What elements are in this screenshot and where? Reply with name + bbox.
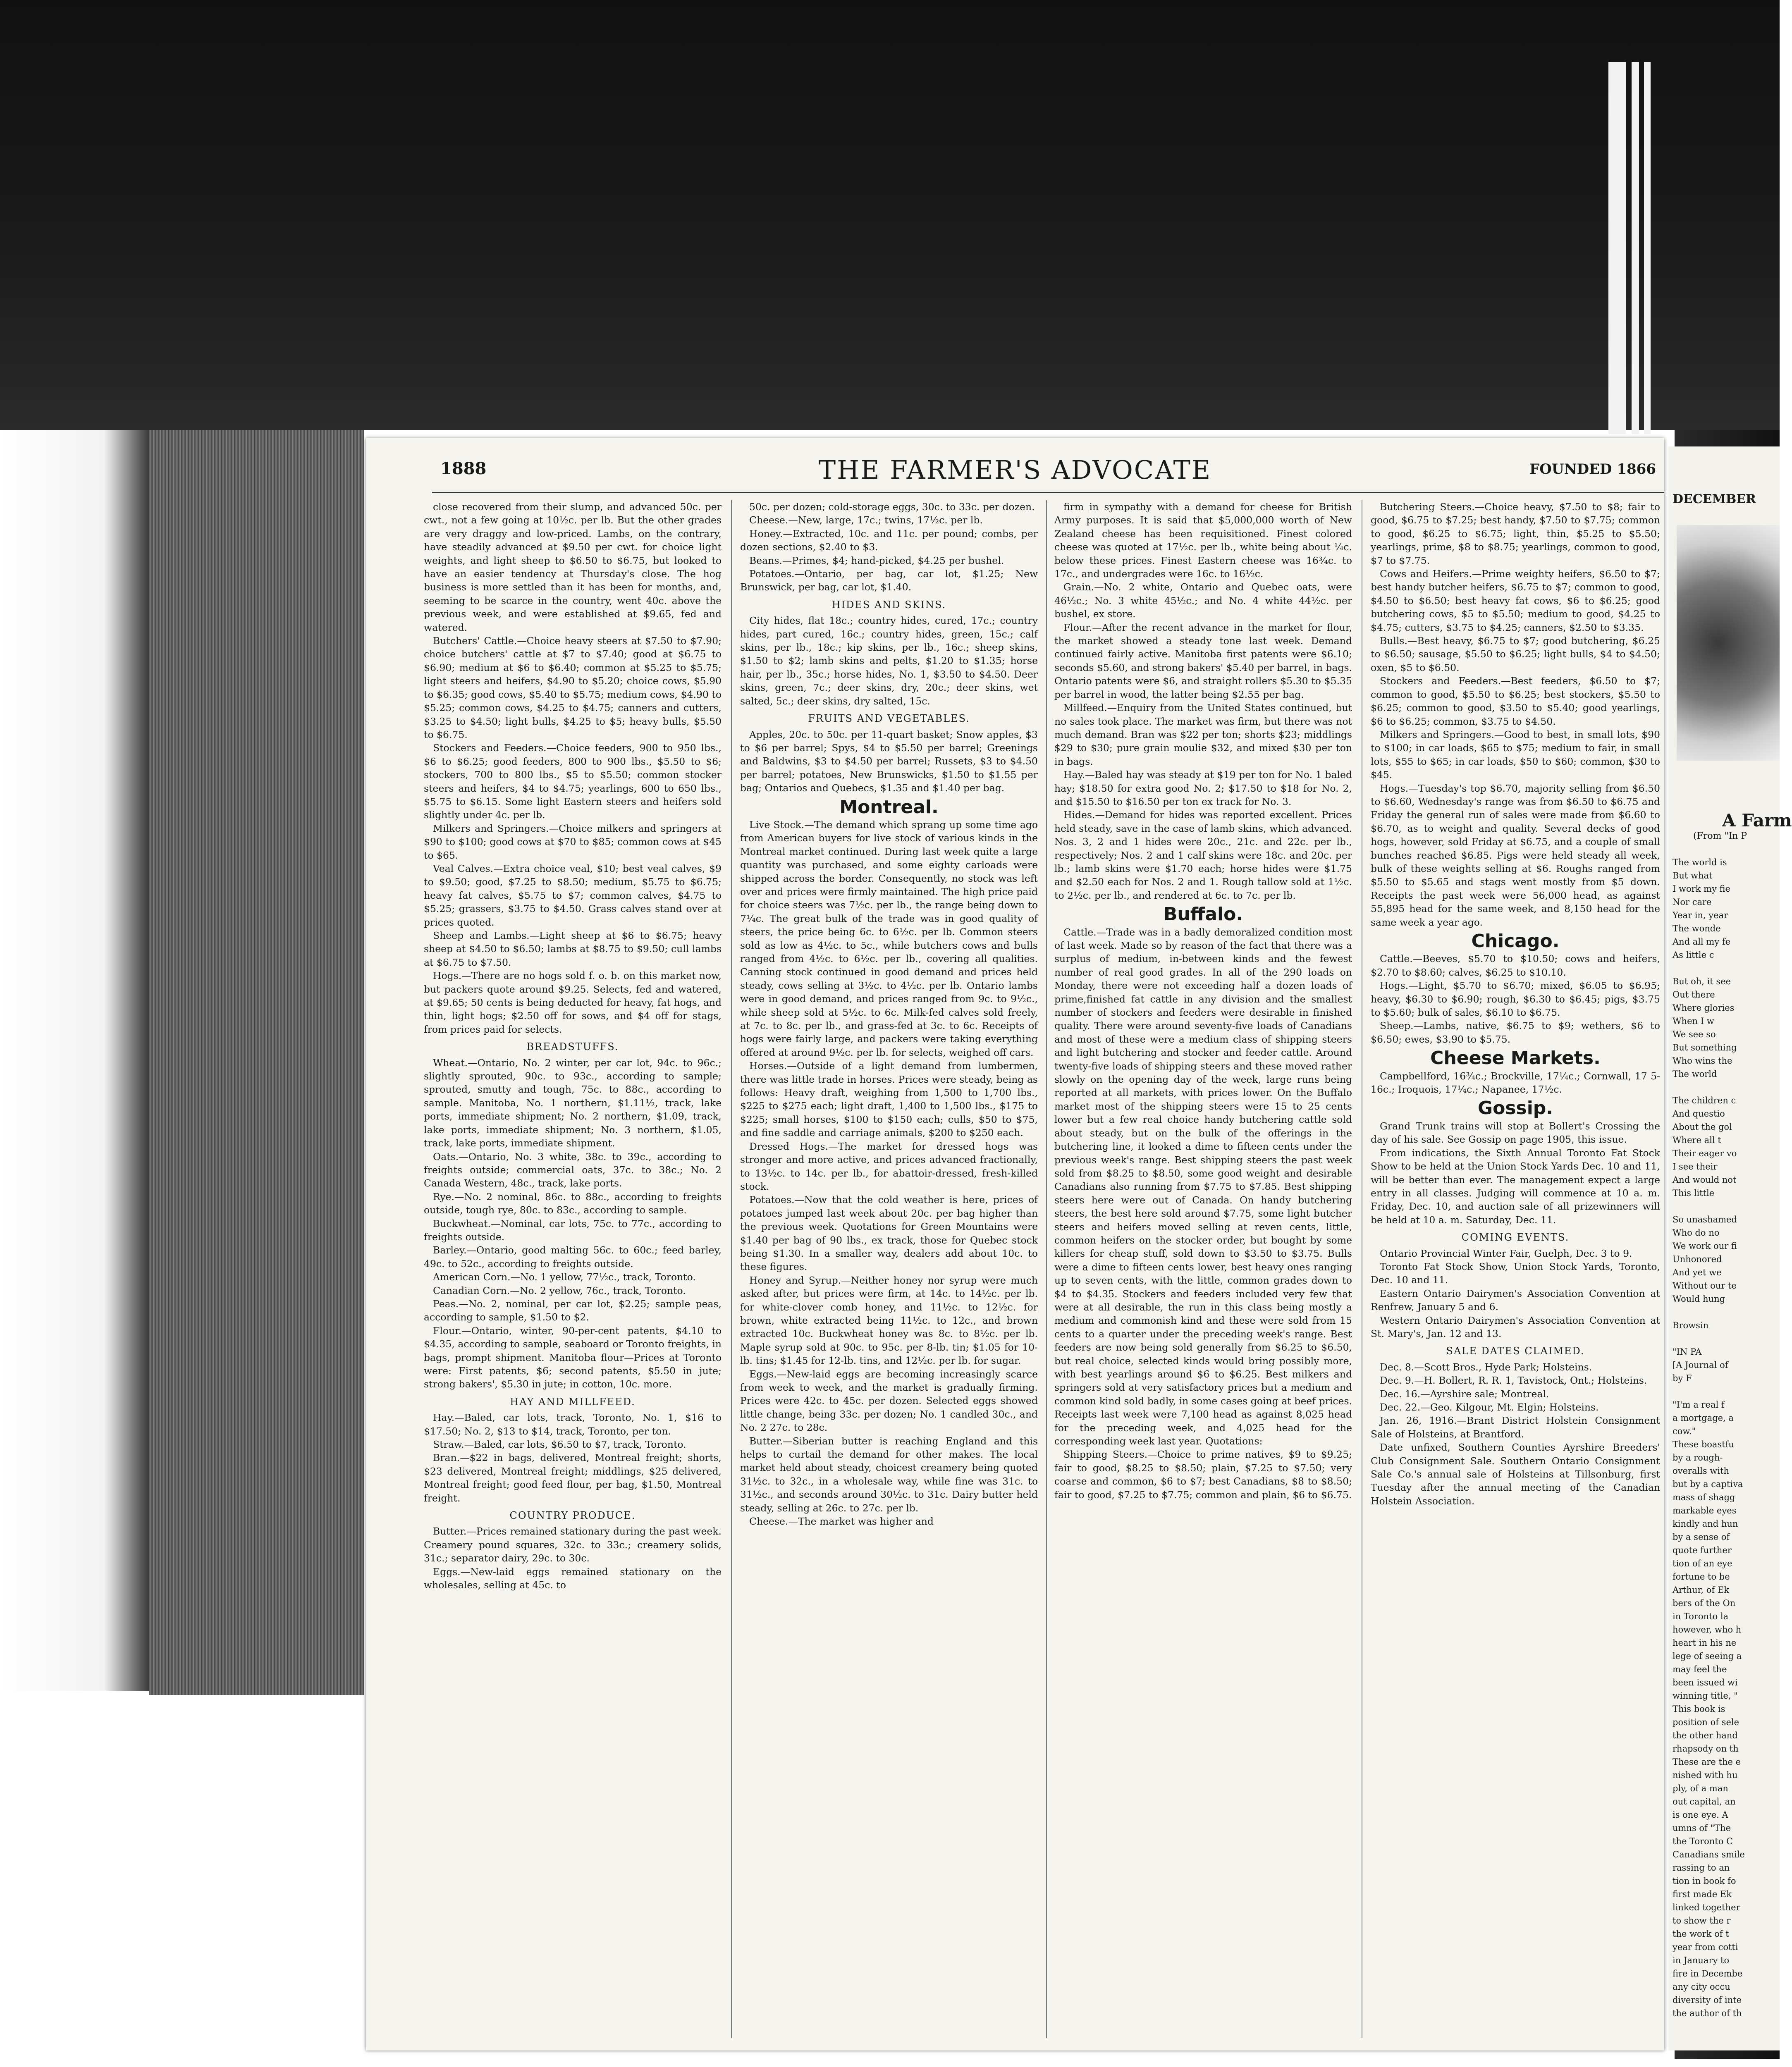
adjacent-text-line: fortune to be xyxy=(1673,1572,1730,1582)
scanner-light-bars xyxy=(1608,62,1666,434)
subsection-heading: BREADSTUFFS. xyxy=(526,1041,619,1053)
adjacent-text-line: But something xyxy=(1673,1043,1737,1053)
section-heading: Montreal. xyxy=(839,796,939,818)
adjacent-text-line: diversity of inte xyxy=(1673,1995,1742,2005)
market-paragraph: Bulls.—Best heavy, $6.75 to $7; good butchering, $6.25 to $6.50; sausage, $5.50 to $6.25; light bulls, $4 to $4.50; oxen, $5 to $6.50. xyxy=(1371,635,1660,673)
market-paragraph: Dec. 8.—Scott Bros., Hyde Park; Holsteins. xyxy=(1380,1361,1592,1373)
column-2 xyxy=(740,500,1038,2038)
market-paragraph: Barley.—Ontario, good malting 56c. to 60c.; feed barley, 49c. to 52c., according to freights outside. xyxy=(424,1244,722,1270)
market-paragraph: Shipping Steers.—Choice to prime natives, $9 to $9.25; fair to good, $8.25 to $8.50; plain, $7.25 to $7.50; very coarse and common, $6 to $7; best Canadians, $8 to $8.50; fair to good, $7.25 to $7.75; common and plain, $6 to $6.75. xyxy=(1054,1449,1352,1501)
adjacent-text-line: The world is xyxy=(1673,857,1727,867)
market-paragraph: Stockers and Feeders.—Choice feeders, 900 to 950 lbs., $6 to $6.25; good feeders, 800 to 900 lbs., $5.50 to $6; stockers, 700 to 800 lbs., $5 to $5.50; common stocker steers and heifers, $4 to $4.75; yearlings, 600 to 650 lbs., $5.75 to $6.15. Some light Eastern steers and heifers sold slightly under 4c. per lb. xyxy=(424,742,722,821)
market-paragraph: firm in sympathy with a demand for cheese for British Army purposes. It is said that $5,000,000 worth of New Zealand cheese has been requisitioned. Finest colored cheese was quoted at 17½c. per lb., white being about ¼c. below these prices. Finest Eastern cheese was 16¾c. to 17c., and undergrades were 16c. to 16½c. xyxy=(1054,501,1352,580)
market-paragraph: Millfeed.—Enquiry from the United States continued, but no sales took place. The market was firm, but there was not much demand. Bran was $22 per ton; shorts $23; middlings $29 to $30; pure grain moulie $32, and mixed $30 per ton in bags. xyxy=(1054,702,1352,767)
market-paragraph: Eggs.—New-laid eggs are becoming increasingly scarce from week to week, and the market is gradually firming. Prices were 42c. to 45c. per dozen. Selected eggs showed little change, being 33c. per dozen; No. 1 candled 30c., and No. 2 27c. to 28c. xyxy=(740,1368,1038,1434)
adjacent-text-line: rhapsody on th xyxy=(1673,1744,1739,1754)
market-paragraph: Veal Calves.—Extra choice veal, $10; best veal calves, $9 to $9.50; good, $7.25 to $8.50; medium, $5.75 to $6.75; heavy fat calves, $5.75 to $7; common calves, $4.75 to $5.25; grassers, $3.75 to $4.50. Grass calves stand over at prices quoted. xyxy=(424,862,722,928)
section-heading: Chicago. xyxy=(1471,931,1560,952)
adjacent-text-line: And all my fe xyxy=(1673,937,1731,947)
market-paragraph: Cheese.—New, large, 17c.; twins, 17½c. per lb. xyxy=(749,514,983,526)
market-paragraph: Grand Trunk trains will stop at Bollert's Crossing the day of his sale. See Gossip on page 1905, this issue. xyxy=(1371,1120,1660,1146)
subsection-heading: HAY AND MILLFEED. xyxy=(510,1396,636,1408)
market-paragraph: Hides.—Demand for hides was reported excellent. Prices held steady, save in the case of lamb skins, which advanced. Nos. 3, 2 and 1 hides were 20c., 21c. and 22c. per lb., respectively; Nos. 2 and 1 calf skins were 18c. and 20c. per lb.; lamb skins were $1.70 each; horse hides were $1.75 and $2.50 each for Nos. 2 and 1. Rough tallow sold at 1½c. to 2½c. per lb., and rendered at 6c. to 7c. per lb. xyxy=(1054,809,1352,901)
market-paragraph: Cattle.—Trade was in a badly demoralized condition most of last week. Made so by reason of the fact that there was a surplus of medium, in-between kinds and the fewest number of real good grades. In all of the 290 loads on Monday, there were not exceeding half a dozen loads of prime,finished fat cattle in any division and the smallest number of stockers and feeders were desirable in finished quality. There were around seventy-five loads of Canadians and most of these were a medium class of shipping steers and light butchering and stocker and feeder cattle. Around twenty-five loads of shipping steers and these moved rather slowly on the opening day of the week, large runs being reported at all markets, with prices lower. On the Buffalo market most of the shipping steers were 15 to 25 cents lower but a few real choice handy butchering cattle sold about steady, but on the bulk of the offerings in the butchering line, it looked a dime to fifteen cents under the previous week's range. Best shipping steers the past week sold from $8.25 to $8.50, some good weight and desirable Canadians also running from $7.75 to $7.85. Best shipping steers here were out of Canada. On handy butchering steers, the best here sold around $7.75, some light butcher steers and heifers moved selling at reven cents, little, common heifers on the stocker order, but bought by some killers for cheap stuff, sold down to $3.50 to $3.75. Bulls were a dime to fifteen cents lower, best heavy ones ranging up to seven cents, with the little, common grades down to $4 to $4.35. Stockers and feeders included very few that were at all desirable, the run in this class being mostly a medium and commonish kind and these were sold from 15 cents to a quarter under the preceding week's range. Best feeders are now being sold generally from $6.25 to $6.50, but real choice, selected kinds would bring possibly more, with best yearlings around $6 to $6.25. Best milkers and springers sold at very satisfactory prices but a medium and common kind sold badly, in some cases going at beef prices. Receipts last week were 7,100 head as against 8,025 head for the preceding week, and 4,025 head for the corresponding week last year. Quotations: xyxy=(1054,926,1352,1447)
market-paragraph: Hogs.—Tuesday's top $6.70, majority selling from $6.50 to $6.60, Wednesday's range was from $6.50 to $6.75 and Friday the general run of sales were made from $6.60 to $6.70, as to weight and quality. Several decks of good hogs, however, sold Friday at $6.75, and a couple of small bunches reached $6.85. Pigs were held steady all week, bulk of these weights selling at $6. Roughs ranged from $5.50 to $5.65 and stags went mostly from $5 down. Receipts the past week were 56,000 head, as against 55,895 head for the same week, and 8,150 head for the same week a year ago. xyxy=(1371,782,1660,928)
adjacent-text-line: We see so xyxy=(1673,1029,1716,1039)
market-paragraph: Peas.—No. 2, nominal, per car lot, $2.25; sample peas, according to sample, $1.50 to $2. xyxy=(424,1298,722,1323)
adjacent-text-line: heart in his ne xyxy=(1673,1638,1737,1648)
market-paragraph: Honey and Syrup.—Neither honey nor syrup were much asked after, but prices were firm, at 14c. to 14½c. per lb. for white-clover comb honey, and 11½c. to 12½c. for brown, white extracted being 11½c. to 12c., and brown extracted 10c. Buckwheat honey was 8c. to 8½c. per lb. Maple syrup sold at 90c. to 95c. per 8-lb. tin; $1.05 for 10-lb. tins; $1.45 for 12-lb. tins, and 12½c. per lb. for sugar. xyxy=(740,1274,1038,1367)
adjacent-article-source: (From "In P xyxy=(1693,831,1747,841)
section-heading: Buffalo. xyxy=(1163,904,1243,925)
adjacent-text-line: rassing to an xyxy=(1673,1863,1730,1873)
adjacent-text-line xyxy=(1673,1332,1780,1345)
adjacent-text-line: to show the r xyxy=(1673,1916,1731,1926)
illustration-image xyxy=(1677,525,1780,761)
adjacent-text-line: the other hand xyxy=(1673,1730,1738,1740)
market-paragraph: Apples, 20c. to 50c. per 11-quart basket; Snow apples, $3 to $6 per barrel; Spys, $4 to $5.50 per barrel; Greenings and Baldwins, $3 to $4.50 per barrel; Russets, $3 to $4.50 per barrel; potatoes, New Brunswicks, $1.50 to $1.55 per bag; Ontarios and Quebecs, $1.35 and $1.40 per bag. xyxy=(740,728,1038,794)
adjacent-text-line: Nor care xyxy=(1673,897,1712,907)
market-paragraph: Toronto Fat Stock Show, Union Stock Yards, Toronto, Dec. 10 and 11. xyxy=(1371,1260,1660,1286)
market-paragraph: From indications, the Sixth Annual Toronto Fat Stock Show to be held at the Union Stock Yards Dec. 10 and 11, will be better than ever. The management expect a large entry in all classes. Judging will commence at 10 a. m. Friday, Dec. 10, and auction sale of all prizewinners will be held at 10 a. m. Saturday, Dec. 11. xyxy=(1371,1147,1660,1226)
column-divider xyxy=(731,500,732,2038)
adjacent-text-line: markable eyes xyxy=(1673,1506,1737,1516)
adjacent-text-line: however, who h xyxy=(1673,1625,1742,1635)
adjacent-text-line: And questio xyxy=(1673,1109,1725,1119)
market-paragraph: Flour.—Ontario, winter, 90-per-cent patents, $4.10 to $4.35, according to sample, seaboard or Toronto freights, in bags, prompt shipment. Manitoba flour—Prices at Toronto were: First patents, $6; second patents, $5.50 in jute; strong bakers', $5.30 in jute; in cotton, 10c. more. xyxy=(424,1325,722,1390)
market-paragraph: Hay.—Baled hay was steady at $19 per ton for No. 1 baled hay; $18.50 for extra good No. 2; $17.50 to $18 for No. 2, and $15.50 to $16.50 per ton ex track for No. 3. xyxy=(1054,769,1352,807)
market-paragraph: 50c. per dozen; cold-storage eggs, 30c. to 33c. per dozen. xyxy=(749,501,1035,513)
adjacent-text-line: position of sele xyxy=(1673,1717,1739,1727)
adjacent-text-line: I see their xyxy=(1673,1162,1718,1172)
adjacent-text-line: As little c xyxy=(1673,950,1714,960)
adjacent-text-line: I work my fie xyxy=(1673,884,1730,894)
market-paragraph: Hay.—Baled, car lots, track, Toronto, No. 1, $16 to $17.50; No. 2, $13 to $14, track, Toronto, per ton. xyxy=(424,1412,722,1437)
adjacent-text-line xyxy=(1673,1306,1780,1319)
market-paragraph: Live Stock.—The demand which sprang up some time ago from American buyers for live stock of various kinds in the Montreal market continued. During last week quite a large quantity was purchased, and some eighty carloads were shipped across the border. Consequently, no stock was left over and prices were firmly maintained. The high price paid for choice steers was 7½c. per lb., the range being down to 7¼c. The great bulk of the trade was in good quality of steers, the price being 6c. to 6½c. per lb. Common steers sold as low as 4½c. to 5c., while butchers cows and bulls ranged from 4½c. to 6½c. per lb., covering all qualities. Canning stock continued in good demand and prices held steady, cows selling at 3½c. to 4½c. per lb. Ontario lambs were in good demand, and prices ranged from 9c. to 9½c., while sheep sold at 5½c. to 6c. Milk-fed calves sold freely, at 7c. to 8c. per lb., and grass-fed at 3c. to 6c. Receipts of hogs were fairly large, and packers were taking everything offered at around 9½c. per lb. for selects, weighed off cars. xyxy=(740,819,1038,1058)
adjacent-text-line: And would not xyxy=(1673,1175,1737,1185)
subsection-heading: COMING EVENTS. xyxy=(1461,1232,1570,1244)
header-rule xyxy=(432,492,1664,493)
column-3 xyxy=(1054,500,1352,2038)
column-divider xyxy=(1046,500,1047,2038)
adjacent-text-line: is one eye. A xyxy=(1673,1810,1728,1820)
market-paragraph: Oats.—Ontario, No. 3 white, 38c. to 39c., according to freights outside; commercial oats, 37c. to 38c.; No. 2 Canada Western, 48c., track, lake ports. xyxy=(424,1150,722,1189)
adjacent-text-line: nished with hu xyxy=(1673,1770,1738,1780)
adjacent-text-line: The world xyxy=(1673,1069,1717,1079)
adjacent-text-line: This little xyxy=(1673,1188,1715,1198)
market-paragraph: Dec. 22.—Geo. Kilgour, Mt. Elgin; Holsteins. xyxy=(1380,1401,1599,1413)
market-paragraph: City hides, flat 18c.; country hides, cured, 17c.; country hides, part cured, 16c.; country hides, green, 15c.; calf skins, per lb., 18c.; kip skins, per lb., 16c.; sheep skins, $1.50 to $2; lamb skins and pelts, $1.20 to $1.35; horse hair, per lb., 35c.; horse hides, No. 1, $3.50 to $4.50. Deer skins, green, 7c.; deer skins, dry, 20c.; deer skins, wet salted, 5c.; deer skins, dry salted, 15c. xyxy=(740,615,1038,707)
adjacent-page-header: DECEMBER xyxy=(1673,492,1756,506)
market-paragraph: Grain.—No. 2 white, Ontario and Quebec oats, were 46½c.; No. 3 white 45½c.; and No. 4 white 44½c. per bushel, ex store. xyxy=(1054,581,1352,620)
adjacent-text-line: first made Ek xyxy=(1673,1889,1732,1899)
adjacent-text-line: by a rough- xyxy=(1673,1453,1723,1463)
adjacent-page xyxy=(1668,446,1792,2050)
adjacent-text-line: mass of shagg xyxy=(1673,1492,1735,1502)
adjacent-text-line: year from cotti xyxy=(1673,1942,1738,1952)
adjacent-text-line: Would hung xyxy=(1673,1294,1725,1304)
adjacent-text-line: Year in, year xyxy=(1673,910,1728,920)
adjacent-text-line: Where glories xyxy=(1673,1003,1735,1013)
adjacent-text-line: Who do no xyxy=(1673,1228,1720,1238)
scanner-margin xyxy=(0,430,149,1691)
market-paragraph: Butchers' Cattle.—Choice heavy steers at $7.50 to $7.90; choice butchers' cattle at $7 to $7.40; good at $6.75 to $6.90; medium at $6 to $6.40; common at $5.25 to $5.75; light steers and heifers, $4.90 to $5.20; choice cows, $5.90 to $6.35; good cows, $5.40 to $5.75; medium cows, $4.90 to $5.25; common cows, $4.25 to $4.75; canners and cutters, $3.25 to $4.50; light bulls, $4.25 to $5; heavy bulls, $5.50 to $6.75. xyxy=(424,635,722,740)
paper-title: THE FARMER'S ADVOCATE xyxy=(818,455,1212,485)
market-paragraph: Beans.—Primes, $4; hand-picked, $4.25 per bushel. xyxy=(749,554,1004,566)
column-4 xyxy=(1371,500,1660,2038)
market-paragraph: Date unfixed, Southern Counties Ayrshire Breeders' Club Consignment Sale. Southern Ontario Consignment Sale Co.'s annual sale of Holsteins at Tillsonburg, first Tuesday after the annual meeting of the Canadian Holstein Association. xyxy=(1371,1442,1660,1507)
adjacent-text-line: "I'm a real f xyxy=(1673,1400,1725,1410)
market-paragraph: Eggs.—New-laid eggs remained stationary on the wholesales, selling at 45c. to xyxy=(424,1566,722,1591)
market-paragraph: Cattle.—Beeves, $5.70 to $10.50; cows and heifers, $2.70 to $8.60; calves, $6.25 to $10.10. xyxy=(1371,953,1660,978)
market-paragraph: Stockers and Feeders.—Best feeders, $6.50 to $7; common to good, $5.50 to $6.25; best stockers, $5.50 to $6.25; common to good, $3.50 to $5.40; good yearlings, $6 to $6.25; common, $3.75 to $4.50. xyxy=(1371,675,1660,727)
light-bar xyxy=(1632,62,1639,434)
market-paragraph: Sheep.—Lambs, native, $6.75 to $9; wethers, $6 to $6.50; ewes, $3.90 to $5.75. xyxy=(1371,1020,1660,1045)
market-paragraph: Dressed Hogs.—The market for dressed hogs was stronger and more active, and prices advanced fractionally, to 13½c. to 14c. per lb., for abattoir-dressed, fresh-killed stock. xyxy=(740,1140,1038,1192)
adjacent-text-line: any city occu xyxy=(1673,1982,1730,1992)
market-paragraph: Eastern Ontario Dairymen's Association Convention at Renfrew, January 5 and 6. xyxy=(1371,1287,1660,1313)
market-paragraph: close recovered from their slump, and advanced 50c. per cwt., not a few going at 10½c. per lb. But the other grades are very draggy and low-priced. Lambs, on the contrary, have steadily advanced at $9.50 per cwt. for choice light weights, and light sheep to $6.50 to $6.75, but looked to have an easier tendency at Thursday's close. The hog business is more settled than it has been for months, and, seeming to be scarce in the country, went 40c. above the previous week, and were established at $9.65, fed and watered. xyxy=(424,501,722,633)
adjacent-text-line: Unhonored xyxy=(1673,1254,1722,1264)
adjacent-text-line: Without our te xyxy=(1673,1281,1737,1291)
masthead xyxy=(366,438,1664,496)
market-paragraph: Canadian Corn.—No. 2 yellow, 76c., track, Toronto. xyxy=(433,1284,686,1296)
adjacent-text-line: but by a captiva xyxy=(1673,1479,1743,1489)
adjacent-text-line: in Toronto la xyxy=(1673,1611,1729,1621)
adjacent-text-line: umns of "The xyxy=(1673,1823,1731,1833)
adjacent-text-line: Canadians smile xyxy=(1673,1850,1745,1859)
market-paragraph: Jan. 26, 1916.—Brant District Holstein Consignment Sale of Holsteins, at Brantford. xyxy=(1371,1415,1660,1440)
subsection-heading: SALE DATES CLAIMED. xyxy=(1446,1345,1585,1357)
adjacent-text-line: been issued wi xyxy=(1673,1678,1738,1687)
adjacent-text-line: cow." xyxy=(1673,1426,1696,1436)
adjacent-text-line: fire in Decembe xyxy=(1673,1969,1743,1979)
market-paragraph: Sheep and Lambs.—Light sheep at $6 to $6.75; heavy sheep at $4.50 to $6.50; lambs at $8.75 to $9.50; cull lambs at $6.75 to $7.50. xyxy=(424,930,722,968)
market-paragraph: Milkers and Springers.—Good to best, in small lots, $90 to $100; in car loads, $65 to $75; medium to fair, in small lots, $55 to $65; in car loads, $50 to $60; common, $30 to $45. xyxy=(1371,728,1660,781)
market-paragraph: Bran.—$22 in bags, delivered, Montreal freight; shorts, $23 delivered, Montreal freight; middlings, $25 delivered, Montreal freight; good feed flour, per bag, $1.50, Montreal freight. xyxy=(424,1452,722,1504)
market-paragraph: Honey.—Extracted, 10c. and 11c. per pound; combs, per dozen sections, $2.40 to $3. xyxy=(740,527,1038,553)
market-paragraph: American Corn.—No. 1 yellow, 77½c., track, Toronto. xyxy=(433,1271,696,1283)
adjacent-text-line: tion of an eye xyxy=(1673,1559,1732,1568)
adjacent-text-line: tion in book fo xyxy=(1673,1876,1736,1886)
market-paragraph: Western Ontario Dairymen's Association Convention at St. Mary's, Jan. 12 and 13. xyxy=(1371,1314,1660,1339)
adjacent-text-line: So unashamed xyxy=(1673,1215,1737,1224)
section-heading: Gossip. xyxy=(1477,1098,1553,1119)
subsection-heading: FRUITS AND VEGETABLES. xyxy=(808,713,970,725)
column-1 xyxy=(424,500,722,2038)
adjacent-text-line: in January to xyxy=(1673,1955,1730,1965)
adjacent-page-text xyxy=(1673,856,1780,2020)
adjacent-text-line: Out there xyxy=(1673,990,1715,1000)
adjacent-text-line: lege of seeing a xyxy=(1673,1651,1742,1661)
adjacent-text-line: the Toronto C xyxy=(1673,1836,1733,1846)
adjacent-article-title: A Farm xyxy=(1722,810,1792,831)
adjacent-text-line: kindly and hun xyxy=(1673,1519,1738,1529)
adjacent-text-line: the author of th xyxy=(1673,2008,1742,2018)
section-heading: Cheese Markets. xyxy=(1430,1048,1601,1069)
adjacent-text-line: When I w xyxy=(1673,1016,1714,1026)
adjacent-text-line: But what xyxy=(1673,871,1713,881)
adjacent-text-line: bers of the On xyxy=(1673,1598,1736,1608)
adjacent-text-line: overalls with xyxy=(1673,1466,1730,1476)
founded-line: FOUNDED 1866 xyxy=(1529,461,1656,477)
adjacent-text-line: winning title, " xyxy=(1673,1691,1738,1701)
adjacent-text-line: "IN PA xyxy=(1673,1347,1702,1357)
adjacent-text-line: Who wins the xyxy=(1673,1056,1732,1066)
adjacent-text-line: out capital, an xyxy=(1673,1797,1736,1807)
adjacent-text-line: by a sense of xyxy=(1673,1532,1730,1542)
market-paragraph: Hogs.—Light, $5.70 to $6.70; mixed, $6.05 to $6.95; heavy, $6.30 to $6.90; rough, $6.30 to $6.45; pigs, $3.75 to $5.60; bulk of sales, $6.10 to $6.75. xyxy=(1371,980,1660,1019)
adjacent-text-line xyxy=(1673,1081,1780,1094)
adjacent-text-line: Where all t xyxy=(1673,1135,1721,1145)
light-bar xyxy=(1608,62,1626,434)
market-paragraph: Dec. 16.—Ayrshire sale; Montreal. xyxy=(1380,1388,1549,1400)
market-paragraph: Rye.—No. 2 nominal, 86c. to 88c., according to freights outside, tough rye, 80c. to 83c., according to sample. xyxy=(424,1191,722,1216)
adjacent-text-line xyxy=(1673,1200,1780,1213)
adjacent-text-line: But oh, it see xyxy=(1673,976,1731,986)
market-paragraph: Butter.—Prices remained stationary during the past week. Creamery pound squares, 32c. to 33c.; creamery solids, 31c.; separator dairy, 29c. to 30c. xyxy=(424,1525,722,1564)
market-paragraph: Horses.—Outside of a light demand from lumbermen, there was little trade in horses. Prices were steady, being as follows: Heavy draft, weighing from 1,500 to 1,700 lbs., $225 to $275 each; light draft, 1,400 to 1,500 lbs., $175 to $225; small horses, $100 to $150 each; culls, $50 to $75, and fine saddle and carriage animals, $200 to $250 each. xyxy=(740,1060,1038,1139)
market-paragraph: Milkers and Springers.—Choice milkers and springers at $90 to $100; good cows at $70 to $85; common cows at $45 to $65. xyxy=(424,822,722,861)
adjacent-text-line: Browsin xyxy=(1673,1320,1709,1330)
adjacent-text-line: [A Journal of xyxy=(1673,1360,1728,1370)
adjacent-text-line: And yet we xyxy=(1673,1267,1722,1277)
subsection-heading: HIDES AND SKINS. xyxy=(831,599,946,611)
adjacent-text-line: The children c xyxy=(1673,1096,1736,1105)
market-paragraph: Flour.—After the recent advance in the market for flour, the market showed a steady tone last week. Demand continued fairly active. Manitoba first patents were $6.10; seconds $5.60, and strong bakers' $5.40 per barrel, in bags. Ontario patents were $6, and straight rollers $5.30 to $5.35 per barrel in wood, the latter being $2.55 per bag. xyxy=(1054,621,1352,700)
adjacent-text-line: may feel the xyxy=(1673,1664,1727,1674)
market-paragraph: Campbellford, 16¾c.; Brockville, 17¼c.; Cornwall, 17 5-16c.; Iroquois, 17¼c.; Napanee, 17½c. xyxy=(1371,1070,1660,1096)
adjacent-text-line xyxy=(1673,962,1780,975)
page-number: 1888 xyxy=(440,459,487,478)
adjacent-text-line: ply, of a man xyxy=(1673,1783,1728,1793)
adjacent-text-line: These are the e xyxy=(1673,1757,1741,1767)
market-paragraph: Wheat.—Ontario, No. 2 winter, per car lot, 94c. to 96c.; slightly sprouted, 90c. to 93c., according to sample; sprouted, smutty and tough, 75c. to 88c., according to sample. Manitoba, No. 1 northern, $1.11½, track, lake ports, immediate shipment; No. 2 northern, $1.09, track, lake ports, immediate shipment; No. 3 northern, $1.05, track, lake ports, immediate shipment. xyxy=(424,1057,722,1149)
market-paragraph: Potatoes.—Now that the cold weather is here, prices of potatoes jumped last week about 20c. per bag higher than the previous week. Quotations for Green Mountains were $1.40 per bag of 90 lbs., ex track, those for Quebec stock being $1.30. In a smaller way, dealers add about 10c. to these figures. xyxy=(740,1194,1038,1273)
market-paragraph: Butter.—Siberian butter is reaching England and this helps to curtail the demand for other makes. The local market held about steady, choicest creamery being quoted 31½c. to 32c., in a wholesale way, while fine was 31c. to 31½c., and seconds around 30½c. to 31c. Dairy butter held steady, selling at 26c. to 27c. per lb. xyxy=(740,1435,1038,1514)
market-paragraph: Dec. 9.—H. Bollert, R. R. 1, Tavistock, Ont.; Holsteins. xyxy=(1380,1375,1647,1387)
adjacent-text-line: The wonde xyxy=(1673,924,1721,933)
scanner-background xyxy=(0,0,1780,430)
light-bar xyxy=(1644,62,1651,434)
adjacent-text-line: the work of t xyxy=(1673,1929,1729,1939)
adjacent-text-line: a mortgage, a xyxy=(1673,1413,1734,1423)
adjacent-text-line: by F xyxy=(1673,1373,1692,1383)
market-paragraph: Cheese.—The market was higher and xyxy=(749,1516,934,1528)
book-page-edges xyxy=(149,430,364,1695)
adjacent-text-line: About the gol xyxy=(1673,1122,1732,1132)
adjacent-text-line: We work our fi xyxy=(1673,1241,1737,1251)
adjacent-text-line xyxy=(1673,1385,1780,1398)
newspaper-page xyxy=(366,438,1664,2050)
market-paragraph: Butchering Steers.—Choice heavy, $7.50 to $8; fair to good, $6.75 to $7.25; best handy, $7.50 to $7.75; common to good, $6.25 to $6.75; light, thin, $5.25 to $5.50; yearlings, prime, $8 to $8.75; yearlings, common to good, $7 to $7.75. xyxy=(1371,501,1660,566)
adjacent-text-line: linked together xyxy=(1673,1902,1740,1912)
adjacent-text-line: quote further xyxy=(1673,1545,1732,1555)
adjacent-text-line: This book is xyxy=(1673,1704,1725,1714)
adjacent-text-line: These boastfu xyxy=(1673,1439,1734,1449)
market-paragraph: Straw.—Baled, car lots, $6.50 to $7, track, Toronto. xyxy=(433,1439,686,1451)
subsection-heading: COUNTRY PRODUCE. xyxy=(509,1510,636,1522)
adjacent-text-line: Arthur, of Ek xyxy=(1673,1585,1729,1595)
adjacent-text-line: Their eager vo xyxy=(1673,1148,1737,1158)
market-paragraph: Hogs.—There are no hogs sold f. o. b. on this market now, but packers quote around $9.25. Selects, fed and watered, at $9.65; 50 cents is being deducted for heavy, fat hogs, and thin, light hogs; $2.50 off for sows, and $4 off for stags, from prices paid for selects. xyxy=(424,970,722,1035)
market-paragraph: Buckwheat.—Nominal, car lots, 75c. to 77c., according to freights outside. xyxy=(424,1217,722,1243)
market-paragraph: Cows and Heifers.—Prime weighty heifers, $6.50 to $7; best handy butcher heifers, $6.75 to $7; common to good, $4.50 to $6.50; best heavy fat cows, $6 to $6.25; good butchering cows, $5 to $5.50; medium to good, $4.25 to $4.75; cutters, $3.75 to $4.25; canners, $2.50 to $3.35. xyxy=(1371,568,1660,633)
market-paragraph: Ontario Provincial Winter Fair, Guelph, Dec. 3 to 9. xyxy=(1380,1247,1632,1259)
market-paragraph: Potatoes.—Ontario, per bag, car lot, $1.25; New Brunswick, per bag, car lot, $1.40. xyxy=(740,568,1038,593)
